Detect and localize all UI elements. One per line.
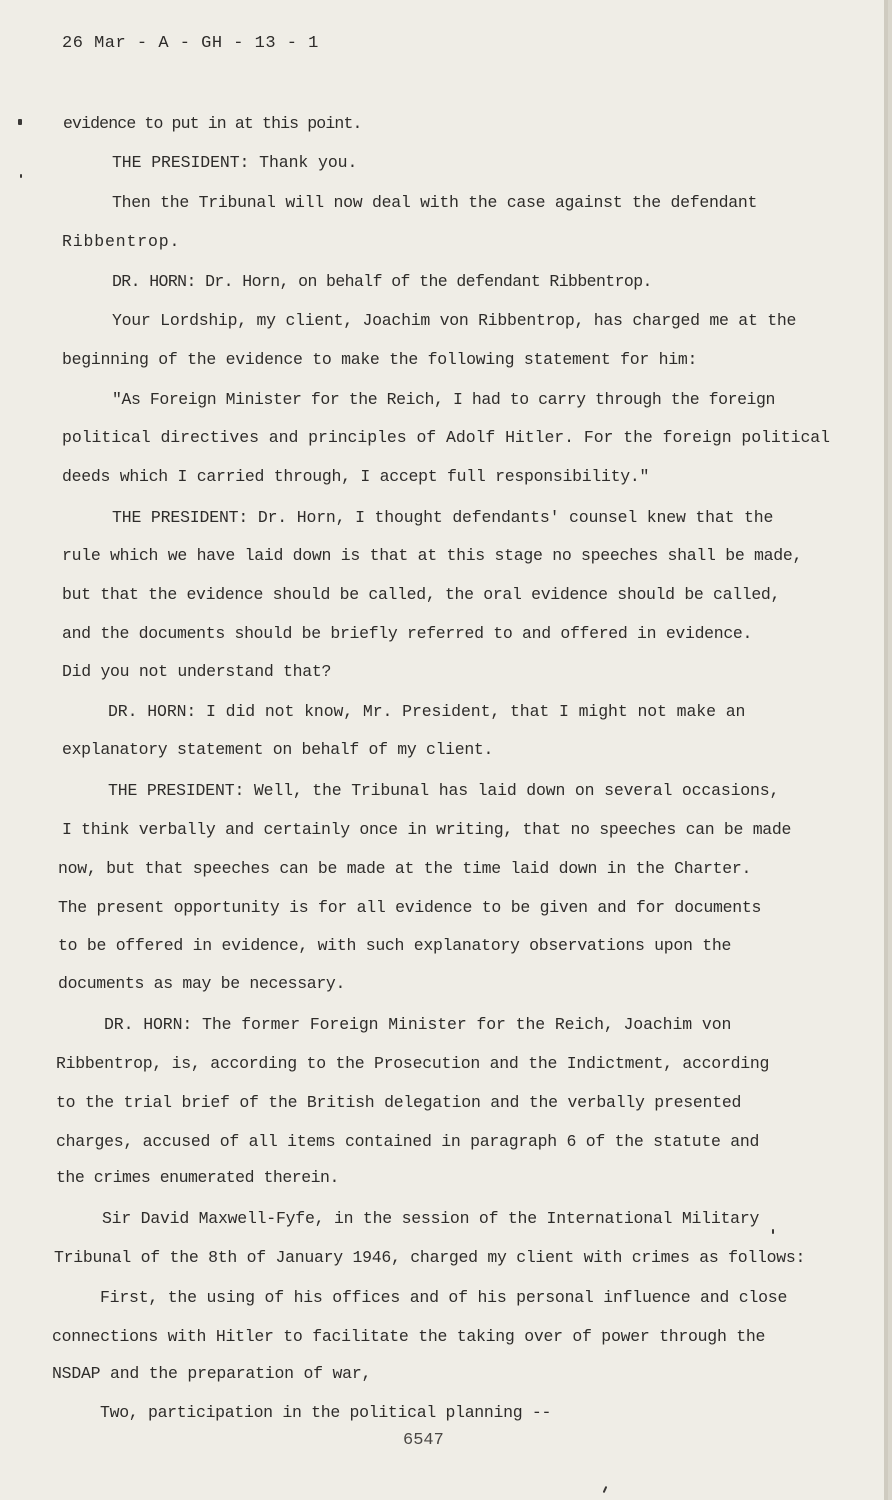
text-line: explanatory statement on behalf of my client. xyxy=(62,740,494,759)
page-edge xyxy=(884,0,888,1500)
page-number: 6547 xyxy=(403,1431,444,1450)
text-line: Ribbentrop. xyxy=(62,232,181,251)
text-line: political directives and principles of Adolf Hitler. For the foreign political xyxy=(62,428,831,447)
text-line: "As Foreign Minister for the Reich, I had to carry through the foreign xyxy=(112,390,775,409)
margin-mark xyxy=(18,119,22,125)
text-line: to the trial brief of the British delegation and the verbally presented xyxy=(56,1093,742,1112)
text-line: THE PRESIDENT: Thank you. xyxy=(112,153,358,172)
stray-mark xyxy=(772,1229,774,1234)
text-line: now, but that speeches can be made at the time laid down in the Charter. xyxy=(58,859,752,878)
text-line: Ribbentrop, is, according to the Prosecution and the Indictment, according xyxy=(56,1054,770,1073)
text-line: but that the evidence should be called, the oral evidence should be called, xyxy=(62,585,781,604)
text-line: NSDAP and the preparation of war, xyxy=(52,1364,372,1383)
text-line: rule which we have laid down is that at this stage no speeches shall be made, xyxy=(62,546,803,565)
stray-mark xyxy=(603,1486,608,1493)
text-line: evidence to put in at this point. xyxy=(63,114,362,133)
text-line: the crimes enumerated therein. xyxy=(56,1168,339,1187)
text-line: Your Lordship, my client, Joachim von Ribbentrop, has charged me at the xyxy=(112,311,797,330)
text-line: I think verbally and certainly once in writing, that no speeches can be made xyxy=(62,820,792,839)
text-line: charges, accused of all items contained in paragraph 6 of the statute and xyxy=(56,1132,760,1151)
text-line: Tribunal of the 8th of January 1946, charged my client with crimes as follows: xyxy=(54,1248,806,1267)
text-line: Then the Tribunal will now deal with the case against the defendant xyxy=(112,193,758,212)
page-reference-header: 26 Mar - A - GH - 13 - 1 xyxy=(62,34,319,53)
text-line: THE PRESIDENT: Dr. Horn, I thought defendants' counsel knew that the xyxy=(112,508,774,527)
text-line: to be offered in evidence, with such explanatory observations upon the xyxy=(58,936,732,955)
text-line: documents as may be necessary. xyxy=(58,974,346,993)
text-line: DR. HORN: Dr. Horn, on behalf of the defendant Ribbentrop. xyxy=(112,272,652,291)
text-line: First, the using of his offices and of his personal influence and close xyxy=(100,1288,788,1307)
text-line: and the documents should be briefly referred to and offered in evidence. xyxy=(62,624,753,643)
text-line: THE PRESIDENT: Well, the Tribunal has laid down on several occasions, xyxy=(108,781,780,800)
text-line: DR. HORN: I did not know, Mr. President, that I might not make an xyxy=(108,702,746,721)
text-line: Two, participation in the political planning -- xyxy=(100,1403,552,1422)
text-line: The present opportunity is for all evidence to be given and for documents xyxy=(58,898,762,917)
text-line: Did you not understand that? xyxy=(62,662,332,681)
text-line: beginning of the evidence to make the following statement for him: xyxy=(62,350,698,369)
text-line: DR. HORN: The former Foreign Minister for the Reich, Joachim von xyxy=(104,1015,732,1034)
text-line: Sir David Maxwell-Fyfe, in the session of the International Military xyxy=(102,1209,760,1228)
text-line: deeds which I carried through, I accept full responsibility." xyxy=(62,467,650,486)
margin-mark xyxy=(20,174,22,178)
text-line: connections with Hitler to facilitate the taking over of power through the xyxy=(52,1327,766,1346)
